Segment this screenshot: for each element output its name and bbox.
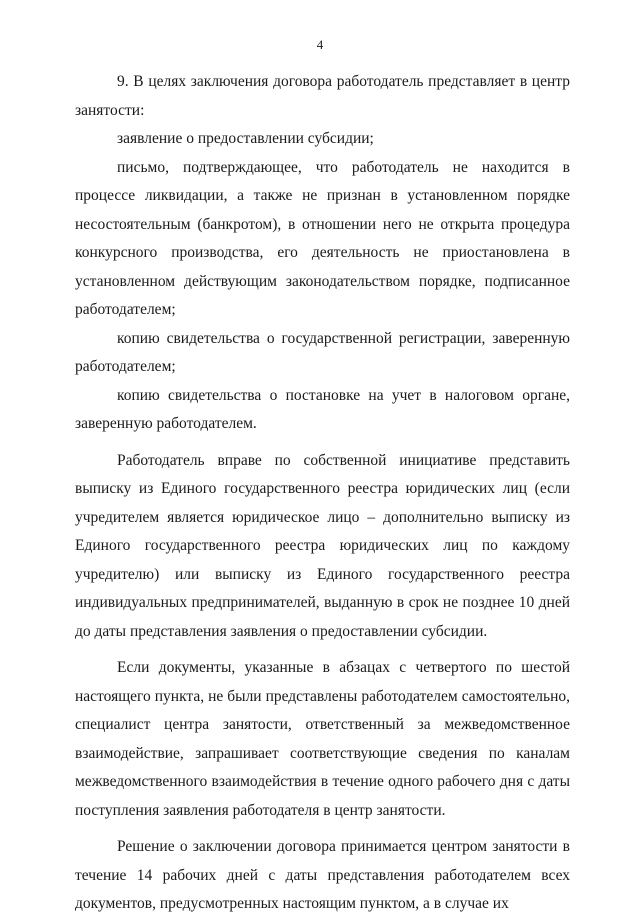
paragraph-registry-extract: Работодатель вправе по собственной инициативе представить выписку из Единого государственного реестра юридических лиц (если учредителем является юридическое лицо – дополнительно выписку из Единого государственного реестра юридических лиц по каждому учредителю) или выписку из Единого государственного реестра индивидуальных предпринимателей, выданную в срок не позднее 10 дней до даты представления заявления о предоставлении субсидии. [75,451,570,640]
paragraph-subsidy-application: заявление о предоставлении субсидии; [117,130,374,147]
paragraph-tax-certificate: копию свидетельства о постановке на учет в налоговом органе, заверенную работодателем. [75,386,570,432]
paragraph-item-9-intro: 9. В целях заключения договора работодатель представляет в центр занятости: [75,73,570,119]
paragraph-employer-letter: письмо, подтверждающее, что работодатель не находится в процессе ликвидации, а также не признан в установленном порядке несостоятельным (банкротом), в отношении него не открыта процедура конкурсного производства, его деятельность не приостановлена в установленном действующим законодательством порядке, подписанное работодателем; [75,158,570,318]
paragraph-registration-certificate: копию свидетельства о государственной регистрации, заверенную работодателем; [75,329,570,375]
paragraph-interagency-request: Если документы, указанные в абзацах с четвертого по шестой настоящего пункта, не были представлены работодателем самостоятельно, специалист центра занятости, ответственный за межведомственное взаимодействие, запрашивает соответствующие сведения по каналам межведомственного взаимодействия в течение одного рабочего дня с даты поступления заявления работодателя в центр занятости. [75,659,570,819]
document-body [75,68,570,919]
page-number: 4 [316,37,324,52]
paragraph-contract-decision: Решение о заключении договора принимается центром занятости в течение 14 рабочих дней с даты представления работодателем всех документов, предусмотренных настоящим пунктом, а в случае их [75,838,570,912]
